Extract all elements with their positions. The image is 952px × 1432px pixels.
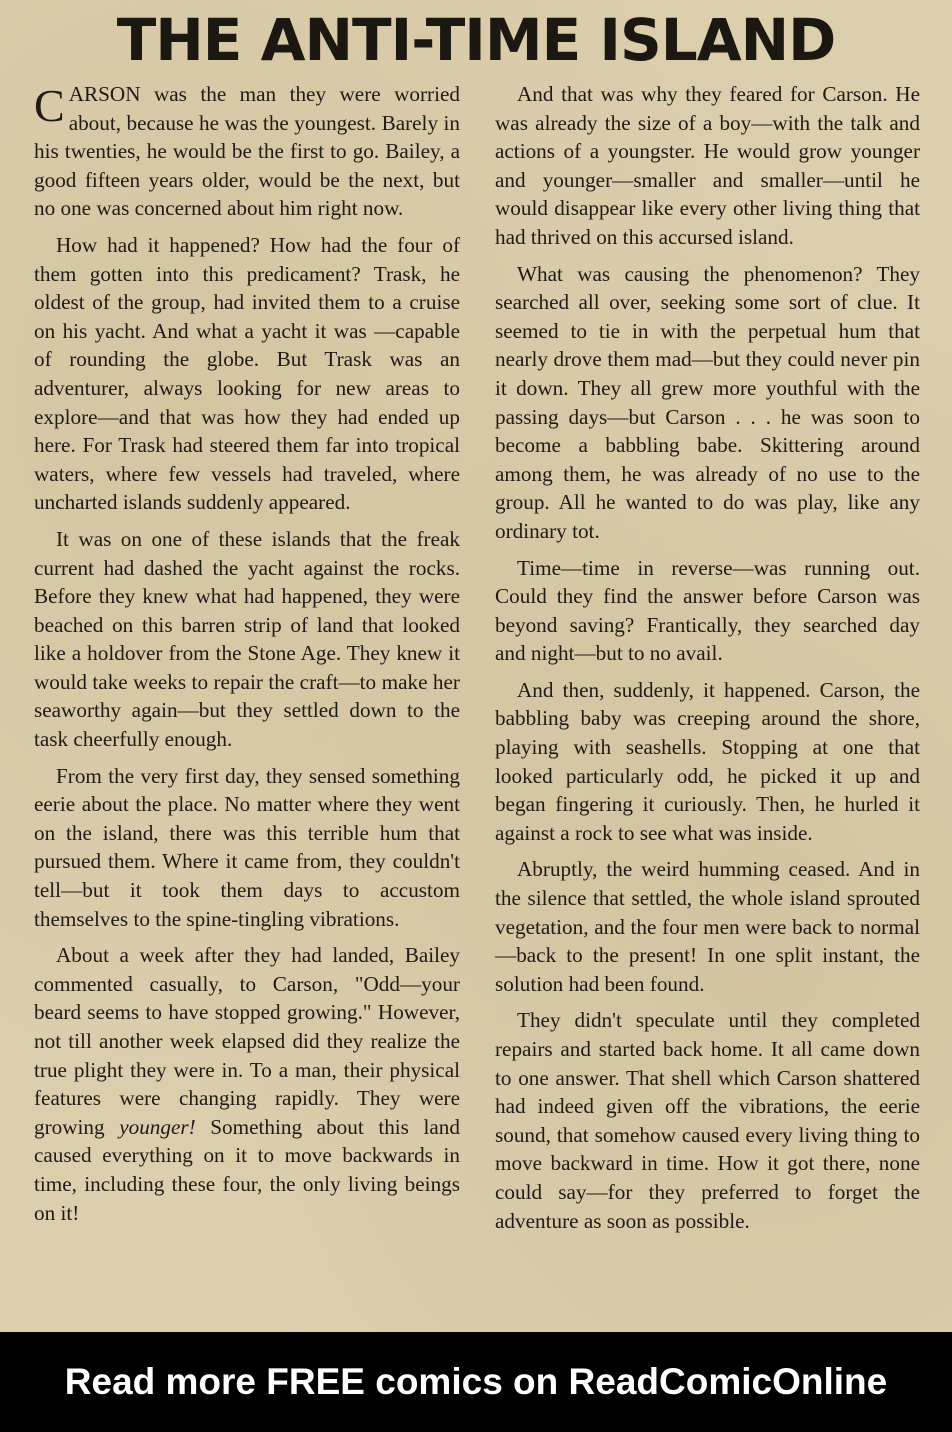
paragraph: They didn't speculate until they completed repairs and started back home. It all came down to one answer. That shell which Carson shattered had indeed given off the vibrations, the eerie sound, that somehow caused every living thing to move backward in time. How it got there, none could say—for they preferred to forget the adventure as soon as possible. [495,1008,920,1233]
paragraph [34,941,460,1227]
paragraph [34,80,460,223]
paragraph-text-after: Something about this land caused everything on it to move backwards in time, including these four, the only living beings on it! [34,1114,460,1225]
promo-banner[interactable]: Read more FREE comics on ReadComicOnline [0,1332,952,1432]
paragraph-text-before: About a week after they had landed, Bailey commented casually, to Carson, "Odd—your beard seems to have stopped growing." However, not till another week elapsed did they realize the true plight they were in. To a man, their physical features were changing rapidly. They were growing [34,943,460,1139]
paragraph: Time—time in reverse—was running out. Could they find the answer before Carson was beyond saving? Frantically, they searched day and night—but to no avail. [495,555,920,666]
right-column [495,80,920,1243]
paragraph: It was on one of these islands that the freak current had dashed the yacht against the rocks. Before they knew what had happened, they were beached on this barren strip of land that looked like a holdover from the Stone Age. They knew it would take weeks to repair the craft—to make her seaworthy again—but they settled down to the task cheerfully enough. [34,526,460,752]
paragraph: And then, suddenly, it happened. Carson, the babbling baby was creeping around the shore, playing with seashells. Stopping at one that looked particularly odd, he picked it up and began fingering it curiously. Then, he hurled it against a rock to see what was inside. [495,677,920,845]
left-column [34,80,460,1235]
drop-cap-letter: C [34,80,65,131]
paragraph-text: ARSON was the man they were worried about, because he was the youngest. Barely in his twenties, he would be the first to go. Bailey, a good fifteen years older, would be the next, but no one was concerned about him right now. [34,82,460,221]
paragraph: And that was why they feared for Carson. He was already the size of a boy—with the talk and actions of a youngster. He would grow younger and younger—smaller and smaller—until he would disappear like every other living thing that had thrived on this accursed island. [495,82,920,249]
story-title: THE ANTI-TIME ISLAND [116,6,836,74]
emphasis-text: younger! [119,1114,196,1139]
paragraph: How had it happened? How had the four of them gotten into this predicament? Trask, he oldest of the group, had invited them to a cruise on his yacht. And what a yacht it was —capable of rounding the globe. But Trask was an adventurer, always looking for new areas to explore—and that was how they had ended up here. For Trask had steered them far into tropical waters, where few vessels had traveled, where uncharted islands suddenly appeared. [34,232,460,515]
paragraph: What was causing the phenomenon? They searched all over, seeking some sort of clue. It seemed to tie in with the perpetual hum that nearly drove them mad—but they could never pin it down. They all grew more youthful with the passing days—but Carson . . . he was soon to become a babbling babe. Skittering around among them, he was already of no use to the group. All he wanted to do was play, like any ordinary tot. [495,261,920,543]
paragraph: Abruptly, the weird humming ceased. And in the silence that settled, the whole island sprouted vegetation, and the four men were back to normal—back to the present! In one split instant, the solution had been found. [495,857,920,996]
paragraph: From the very first day, they sensed something eerie about the place. No matter where they went on the island, there was this terrible hum that pursued them. Where it came from, they couldn't tell—but it took them days to accustom themselves to the spine-tingling vibrations. [34,763,460,931]
